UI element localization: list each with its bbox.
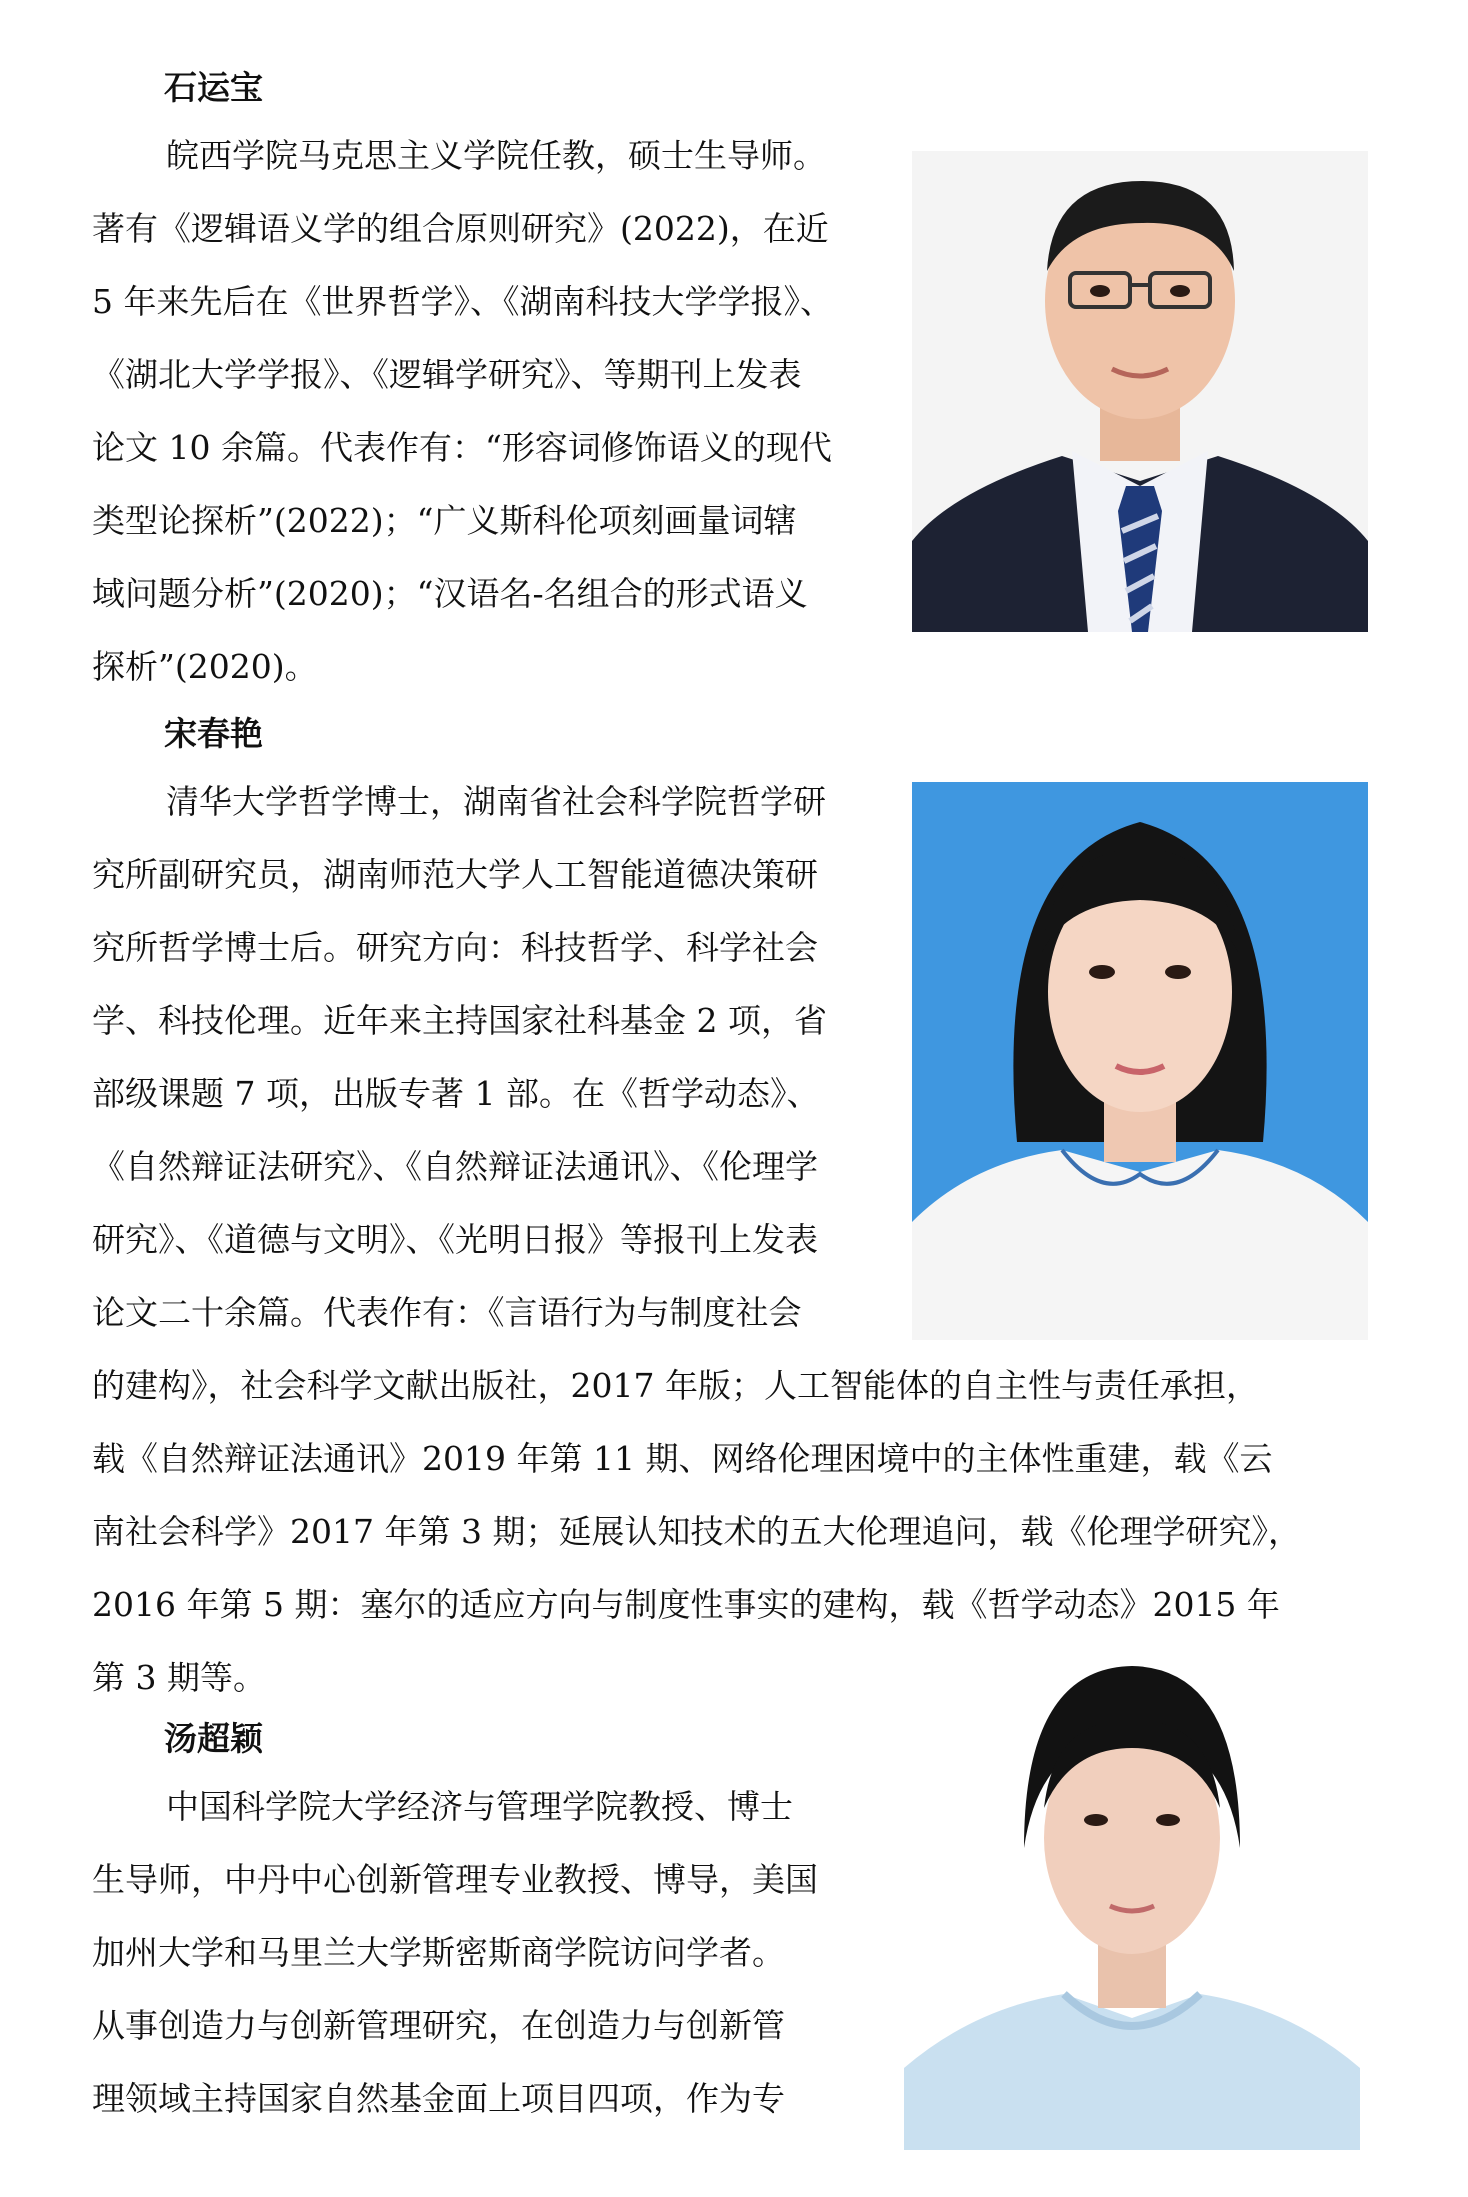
bio-line: 生导师，中丹中心创新管理专业教授、博导，美国 [92,1860,818,1899]
person-name: 石运宝 [164,68,263,107]
person-name: 宋春艳 [164,714,263,753]
bio-line: 载《自然辩证法通讯》2019 年第 11 期、网络伦理困境中的主体性重建，载《云 [92,1439,1273,1478]
bio-line: 第 3 期等。 [92,1658,266,1697]
bio-line: 理领域主持国家自然基金面上项目四项，作为专 [92,2079,785,2118]
bio-line: 域问题分析”(2020)；“汉语名-名组合的形式语义 [92,574,808,613]
bio-line: 论文二十余篇。代表作有：《言语行为与制度社会 [92,1293,802,1332]
bio-line: 2016 年第 5 期：塞尔的适应方向与制度性事实的建构，载《哲学动态》2015 年 [92,1585,1280,1624]
portrait-photo [912,151,1368,632]
bio-line: 著有《逻辑语义学的组合原则研究》(2022)，在近 [92,209,829,248]
bio-line: 论文 10 余篇。代表作有：“形容词修饰语义的现代 [92,428,832,467]
bio-line: 的建构》，社会科学文献出版社，2017 年版；人工智能体的自主性与责任承担， [92,1366,1259,1405]
bio-line: 究所副研究员，湖南师范大学人工智能道德决策研 [92,855,818,894]
bio-line: 部级课题 7 项，出版专著 1 部。在《哲学动态》、 [92,1074,820,1113]
bio-line: 《自然辩证法研究》、《自然辩证法通讯》、《伦理学 [92,1147,818,1186]
bio-line: 皖西学院马克思主义学院任教，硕士生导师。 [166,136,826,175]
bio-line: 学、科技伦理。近年来主持国家社科基金 2 项，省 [92,1001,827,1040]
bio-line: 从事创造力与创新管理研究，在创造力与创新管 [92,2006,785,2045]
bio-line: 类型论探析”(2022)；“广义斯科伦项刻画量词辖 [92,501,797,540]
bio-line: 探析”(2020)。 [92,647,318,686]
bio-line: 《湖北大学学报》、《逻辑学研究》、等期刊上发表 [92,355,802,394]
bio-line: 研究》、《道德与文明》、《光明日报》等报刊上发表 [92,1220,818,1259]
bio-line: 究所哲学博士后。研究方向：科技哲学、科学社会 [92,928,818,967]
bio-line: 南社会科学》2017 年第 3 期；延展认知技术的五大伦理追问，载《伦理学研究》， [92,1512,1301,1551]
bio-line: 加州大学和马里兰大学斯密斯商学院访问学者。 [92,1933,785,1972]
bio-line: 5 年来先后在《世界哲学》、《湖南科技大学学报》、 [92,282,833,321]
portrait-photo [912,782,1368,1340]
person-name: 汤超颖 [164,1719,263,1758]
bio-line: 中国科学院大学经济与管理学院教授、博士 [166,1787,793,1826]
portrait-photo [904,1648,1360,2150]
bio-line: 清华大学哲学博士，湖南省社会科学院哲学研 [166,782,826,821]
